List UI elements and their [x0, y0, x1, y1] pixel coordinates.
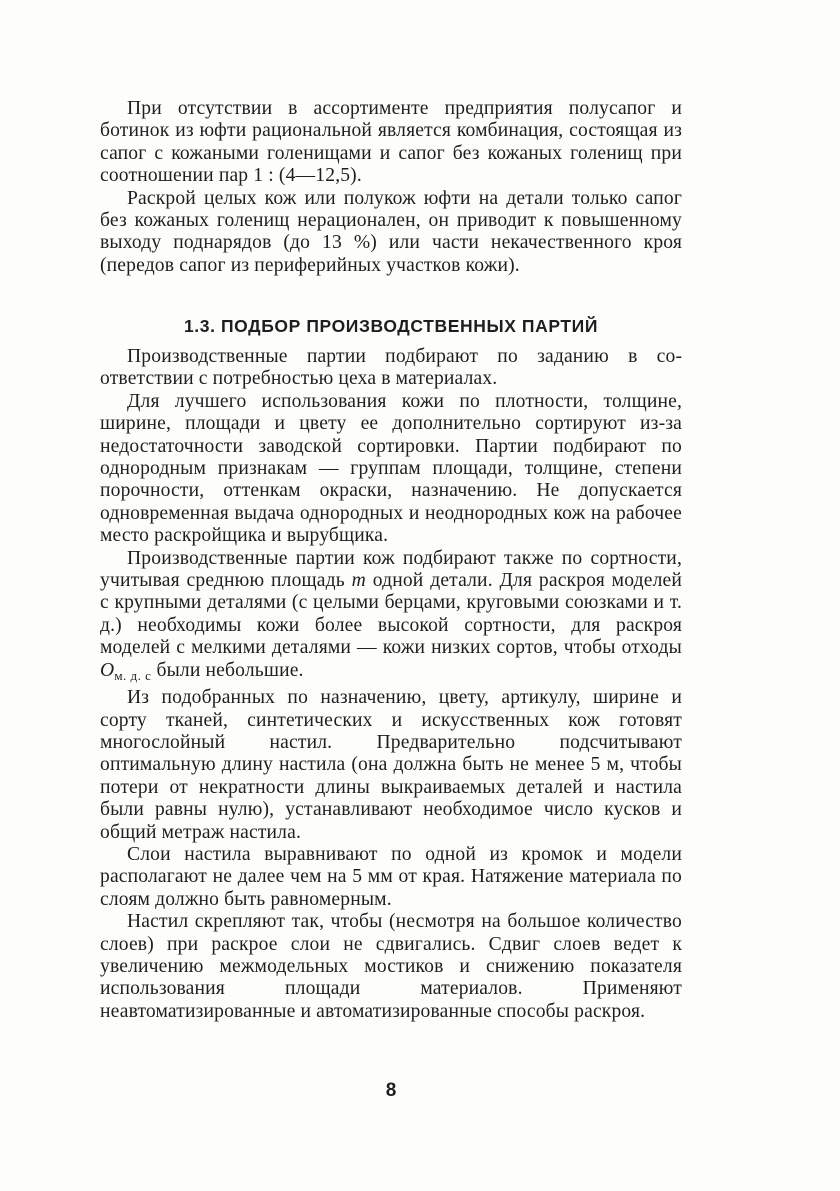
waste-symbol-subscript: м. д. с [114, 667, 152, 683]
section-paragraph-5: Слои настила выравнивают по одной из кромок и модели располагают не далее чем на 5 мм от края. Натяжение материала по слоям должно быть равномерным. [100, 843, 682, 910]
intro-paragraph-1: При отсутствии в ассортименте предприятия полусапог и ботинок из юфти рациональной является комбинация, состоящая из сапог с кожаными голенищами и сапог без кожаных голенищ при соотношении пар 1 : (4—12,5). [100, 98, 682, 187]
section-heading: 1.3. ПОДБОР ПРОИЗВОДСТВЕННЫХ ПАРТИЙ [183, 316, 599, 336]
waste-symbol-o: О [100, 659, 115, 681]
area-symbol-m: m [351, 570, 366, 592]
paragraph-3-text-c: были небольшие. [151, 659, 304, 681]
intro-text [100, 98, 682, 277]
intro-paragraph-2: Раскрой целых кож или полукож юфти на детали только сапог без кожаных голенищ нерационален, он приводит к повышенному выходу поднарядов (до 13 %) или части некачественного кроя (передов сапог из периферийных участков кожи). [100, 187, 682, 276]
page-number: 8 [385, 1080, 397, 1101]
paragraph-3-text-b: одной детали. Для раскроя моделей с крупными деталями (с целыми берцами, круговыми союзками и т. д.) необходимы кожи более высокой сортности, для раскроя моделей с мелкими деталями — кожи низких сортов, чтобы отходы [100, 570, 682, 659]
section-paragraph-1: Производственные партии подбирают по заданию в соответствии с потребностью цеха в материалах. [100, 346, 682, 390]
section-text [100, 346, 682, 1023]
section-paragraph-2: Для лучшего использования кожи по плотности, толщине, ширине, площади и цвету ее дополнительно сортируют из-за недостаточности заводской сортировки. Партии подбирают по однородным признакам — группам площади, толщине, степени порочности, оттенкам окраски, назначению. Не допускается одновременная выдача однородных и неоднородных кож на рабочее место раскройщика и вырубщика. [100, 390, 682, 547]
paragraph-3-text-a: Производственные партии кож подбирают также по сортности, учитывая среднюю площадь [100, 547, 682, 592]
section-paragraph-3 [100, 548, 682, 687]
section-paragraph-4: Из подобранных по назначению, цвету, артикулу, ширине и сорту тканей, синтетических и искусственных кож готовят многослойный настил. Предварительно подсчитывают оптимальную длину настила (она должна быть не менее 5 м, чтобы потери от некратности длины выкраиваемых деталей и настила были равны нулю), устанавливают необходимое число кусков и общий метраж настила. [100, 687, 682, 843]
section-paragraph-6: Настил скрепляют так, чтобы (несмотря на большое количество слоев) при раскрое слои не сдвигались. Сдвиг слоев ведет к увеличению межмодельных мостиков и снижению показателя использования площади материалов. Применяют неавтоматизированные и автоматизированные способы раскроя. [100, 911, 682, 1022]
